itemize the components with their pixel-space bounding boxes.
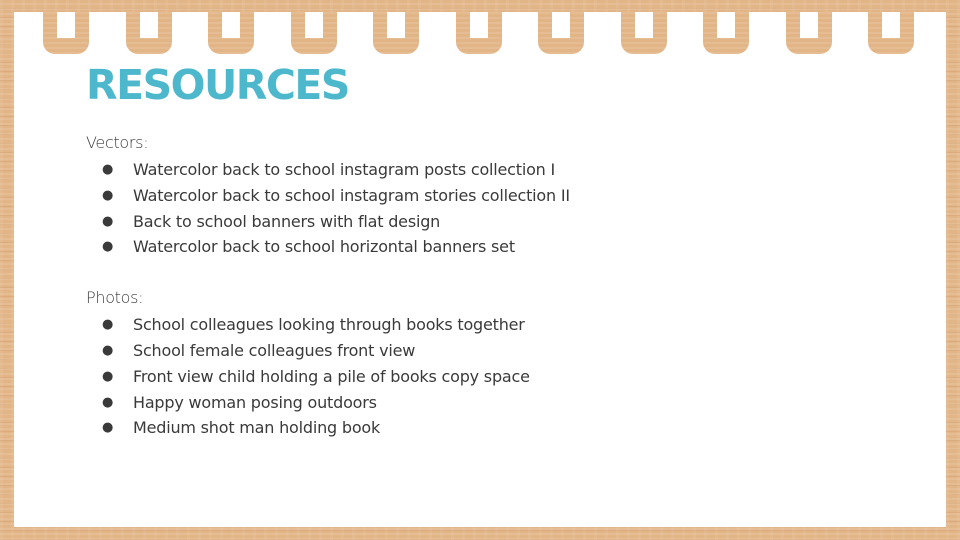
list-item [86,415,886,441]
vectors-list [86,157,886,260]
list-item [86,338,886,364]
binder-tab [538,12,584,54]
list-item-text: Watercolor back to school instagram posts collection I [133,160,556,179]
list-item-text: School colleagues looking through books together [133,315,525,335]
bullet-icon: ● [102,317,114,333]
bullet-icon: ● [102,420,114,436]
bullet-icon: ● [102,394,114,410]
list-item [86,234,886,260]
bullet-icon: ● [102,187,114,203]
list-item [86,183,886,209]
binder-tab [456,12,502,54]
section-label-photos: Photos: [86,288,144,308]
binder-tab [786,12,832,54]
binder-tab [291,12,337,54]
binder-tab [208,12,254,54]
binder-tab [126,12,172,54]
bullet-icon: ● [102,368,114,384]
list-item-text: Watercolor back to school horizontal banners set [133,237,515,257]
list-item [86,364,886,390]
binder-tab [373,12,419,54]
bullet-icon: ● [102,213,114,229]
binder-tab [621,12,667,54]
list-item-text: Happy woman posing outdoors [133,392,377,412]
bullet-icon: ● [102,342,114,358]
binder-tab [703,12,749,54]
bullet-icon: ● [102,239,114,255]
list-item-text: Medium shot man holding book [133,418,381,438]
list-item-text: Front view child holding a pile of books copy space [133,366,530,386]
section-label-vectors: Vectors: [86,133,149,152]
binder-tab [868,12,914,54]
list-item [86,390,886,416]
list-item [86,157,886,183]
list-item-text: Back to school banners with flat design [133,211,441,231]
bullet-icon: ● [102,162,114,177]
resources-content [86,131,886,441]
list-item-text: Watercolor back to school instagram stories collection II [133,185,570,205]
page-title: RESOURCES [86,61,349,109]
list-item [86,209,886,235]
binder-tab [43,12,89,54]
list-item-text: School female colleagues front view [133,340,416,360]
list-item [86,312,886,338]
photos-list [86,312,886,441]
